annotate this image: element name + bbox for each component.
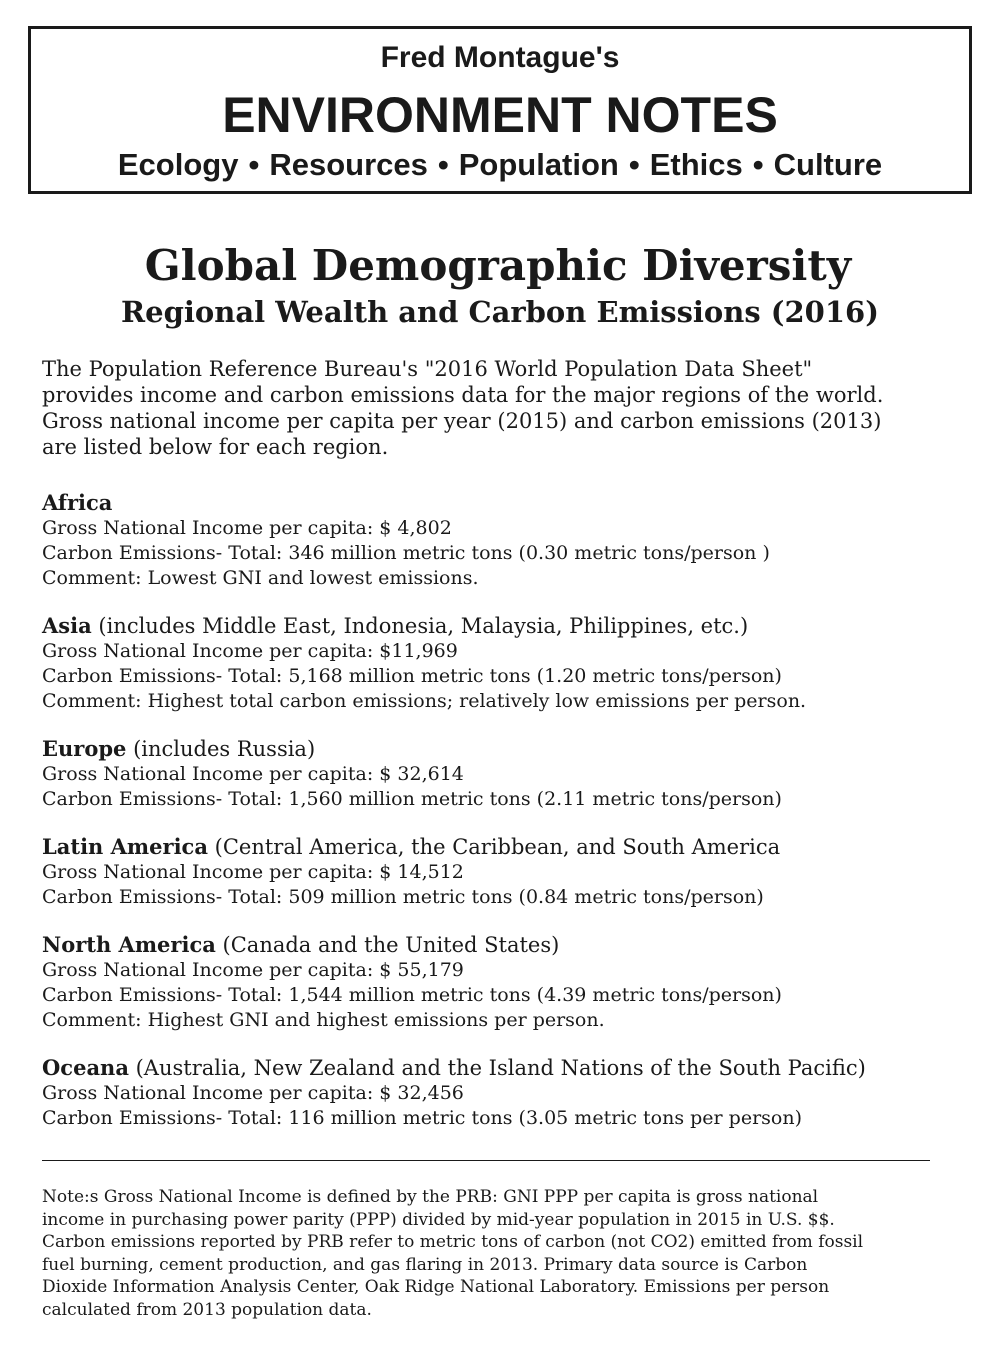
topic-culture: Culture (773, 147, 883, 182)
region-gni: Gross National Income per capita: $11,969 (42, 640, 458, 662)
intro-paragraph (42, 356, 962, 460)
topic-ethics: Ethics (649, 147, 743, 182)
region-gni: Gross National Income per capita: $ 14,512 (42, 861, 464, 883)
masthead-topics (31, 147, 969, 183)
region-name: North America (42, 932, 216, 957)
topic-separator: • (628, 147, 640, 182)
intro-line: are listed below for each region. (42, 435, 389, 459)
notes-line: fuel burning, cement production, and gas flaring in 2013. Primary data source is Carbon (42, 1254, 808, 1275)
region-scope: (Central America, the Caribbean, and South America (207, 835, 781, 859)
intro-line: The Population Reference Bureau's "2016 World Population Data Sheet" (42, 357, 813, 381)
notes-line: income in purchasing power parity (PPP) divided by mid-year population in 2015 in U.S. $$. (42, 1209, 835, 1230)
region-gni: Gross National Income per capita: $ 55,179 (42, 959, 464, 981)
region-name: Oceana (42, 1055, 129, 1080)
topic-separator: • (248, 147, 260, 182)
region-carbon: Carbon Emissions- Total: 1,544 million metric tons (4.39 metric tons/person) (42, 984, 782, 1006)
topic-separator: • (752, 147, 764, 182)
region-heading (42, 613, 962, 639)
region-gni: Gross National Income per capita: $ 4,802 (42, 517, 452, 539)
region-comment: Comment: Highest total carbon emissions; relatively low emissions per person. (42, 690, 807, 712)
article-subhead: Regional Wealth and Carbon Emissions (2016) (121, 295, 879, 329)
regions-list (42, 490, 962, 1131)
region-scope: (includes Middle East, Indonesia, Malaysia, Philippines, etc.) (91, 614, 749, 638)
topic-ecology: Ecology (117, 147, 239, 182)
region-europe (42, 736, 962, 812)
region-heading (42, 490, 962, 516)
region-latin-america (42, 834, 962, 910)
notes-line: Note:s Gross National Income is defined by the PRB: GNI PPP per capita is gross national (42, 1187, 819, 1207)
region-name: Africa (42, 490, 113, 515)
masthead-title: ENVIRONMENT NOTES (222, 87, 778, 143)
region-asia (42, 613, 962, 714)
notes-line: Dioxide Information Analysis Center, Oak Ridge National Laboratory. Emissions per person (42, 1277, 830, 1297)
region-scope: (Australia, New Zealand and the Island Nations of the South Pacific) (128, 1056, 866, 1080)
notes-line: Carbon emissions reported by PRB refer to metric tons of carbon (not CO2) emitted from fossil (42, 1232, 864, 1252)
region-north-america (42, 932, 962, 1033)
region-comment: Comment: Lowest GNI and lowest emissions. (42, 567, 479, 589)
notes-paragraph (42, 1186, 942, 1321)
masthead-byline: Fred Montague's (380, 41, 620, 74)
region-name: Latin America (42, 834, 208, 859)
region-name: Europe (42, 736, 127, 761)
intro-line: Gross national income per capita per year (2015) and carbon emissions (2013) (42, 409, 882, 433)
masthead-box (28, 26, 972, 194)
divider-rule (42, 1160, 930, 1161)
region-heading (42, 932, 962, 958)
topic-separator: • (437, 147, 449, 182)
notes-line: calculated from 2013 population data. (42, 1299, 372, 1320)
region-africa (42, 490, 962, 591)
topic-population: Population (458, 147, 619, 182)
topic-resources: Resources (269, 147, 428, 182)
region-carbon: Carbon Emissions- Total: 1,560 million metric tons (2.11 metric tons/person) (42, 788, 782, 810)
region-heading (42, 736, 962, 762)
region-heading (42, 1055, 962, 1081)
region-heading (42, 834, 962, 860)
region-carbon: Carbon Emissions- Total: 509 million metric tons (0.84 metric tons/person) (42, 886, 764, 908)
region-oceana (42, 1055, 962, 1131)
region-carbon: Carbon Emissions- Total: 5,168 million metric tons (1.20 metric tons/person) (42, 665, 782, 687)
region-scope: (Canada and the United States) (215, 933, 560, 957)
region-gni: Gross National Income per capita: $ 32,614 (42, 763, 464, 785)
region-name: Asia (42, 613, 92, 638)
region-gni: Gross National Income per capita: $ 32,456 (42, 1082, 464, 1104)
region-comment: Comment: Highest GNI and highest emissions per person. (42, 1009, 605, 1031)
region-carbon: Carbon Emissions- Total: 346 million metric tons (0.30 metric tons/person ) (42, 542, 770, 564)
region-scope: (includes Russia) (126, 737, 316, 761)
intro-line: provides income and carbon emissions data for the major regions of the world. (42, 383, 884, 407)
article-headline: Global Demographic Diversity (144, 241, 852, 290)
region-carbon: Carbon Emissions- Total: 116 million metric tons (3.05 metric tons per person) (42, 1107, 802, 1129)
